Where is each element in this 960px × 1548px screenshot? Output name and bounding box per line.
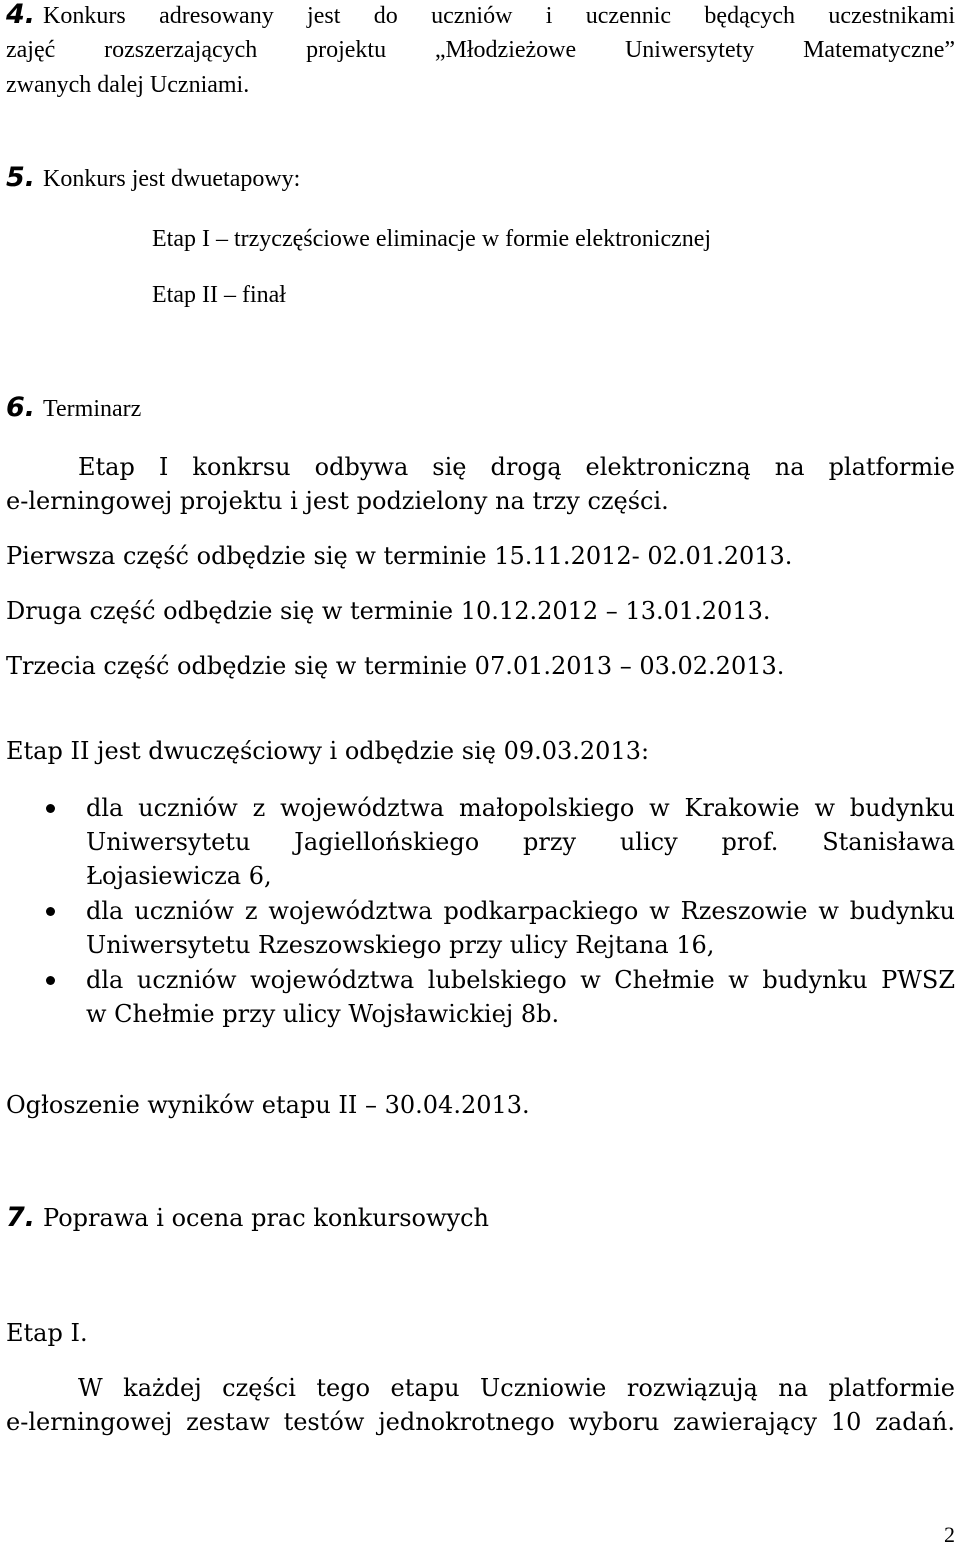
section-5-stage-1: Etap I – trzyczęściowe eliminacje w formie elektronicznej <box>152 226 712 252</box>
section-7-stage-label: Etap I. <box>6 1319 88 1347</box>
bullet-1-line-1: dla uczniów z województwa małopolskiego w Krakowie w budynku <box>86 794 955 822</box>
section-4-text-1: Konkurs adresowany jest do uczniów i uczennic będących uczestnikami <box>43 3 955 29</box>
bullet-dot <box>46 804 55 813</box>
section-6-part-3: Trzecia część odbędzie się w terminie 07.01.2013 – 03.02.2013. <box>6 652 785 680</box>
section-6-intro-line-1: Etap I konkrsu odbywa się drogą elektroniczną na platformie <box>78 453 955 481</box>
section-4-number: 4. <box>6 0 36 30</box>
results-announcement: Ogłoszenie wyników etapu II – 30.04.2013. <box>6 1091 530 1119</box>
bullet-1-line-3: Łojasiewicza 6, <box>86 862 272 890</box>
section-7-text-line-1: W każdej części tego etapu Uczniowie rozwiązują na platformie <box>78 1374 955 1402</box>
section-7-text-line-2: e-lerningowej zestaw testów jednokrotnego wyboru zawierający 10 zadań. <box>6 1408 955 1436</box>
section-6-number: 6. <box>6 392 36 423</box>
section-6-intro-line-2: e-lerningowej projektu i jest podzielony na trzy części. <box>6 487 669 515</box>
section-7-heading <box>6 1203 489 1234</box>
bullet-3-line-2: w Chełmie przy ulicy Wojsławickiej 8b. <box>86 1000 560 1028</box>
bullet-3-line-1: dla uczniów województwa lubelskiego w Chełmie w budynku PWSZ <box>86 966 955 994</box>
section-5-number: 5. <box>6 162 36 193</box>
section-7-number: 7. <box>6 1202 36 1233</box>
section-6-title: Terminarz <box>43 396 142 422</box>
bullet-1-line-2: Uniwersytetu Jagiellońskiego przy ulicy prof. Stanisława <box>86 828 955 856</box>
section-6-stage-2-intro: Etap II jest dwuczęściowy i odbędzie się 09.03.2013: <box>6 737 650 765</box>
section-6-part-1: Pierwsza część odbędzie się w terminie 15.11.2012- 02.01.2013. <box>6 542 793 570</box>
bullet-dot <box>46 907 55 916</box>
section-4-line-1 <box>6 0 955 31</box>
section-4-line-3: zwanych dalej Uczniami. <box>6 72 250 98</box>
bullet-2-line-2: Uniwersytetu Rzeszowskiego przy ulicy Rejtana 16, <box>86 931 715 959</box>
bullet-dot <box>46 976 55 985</box>
section-5-heading <box>6 163 300 194</box>
section-4-line-2: zajęć rozszerzających projektu „Młodzieżowe Uniwersytety Matematyczne” <box>6 37 955 63</box>
section-5-title: Konkurs jest dwuetapowy: <box>43 166 301 192</box>
section-6-part-2: Druga część odbędzie się w terminie 10.12.2012 – 13.01.2013. <box>6 597 771 625</box>
bullet-2-line-1: dla uczniów z województwa podkarpackiego w Rzeszowie w budynku <box>86 897 955 925</box>
section-7-title: Poprawa i ocena prac konkursowych <box>43 1204 489 1232</box>
section-5-stage-2: Etap II – finał <box>152 282 286 308</box>
section-6-heading <box>6 393 141 424</box>
page-number: 2 <box>944 1522 955 1547</box>
